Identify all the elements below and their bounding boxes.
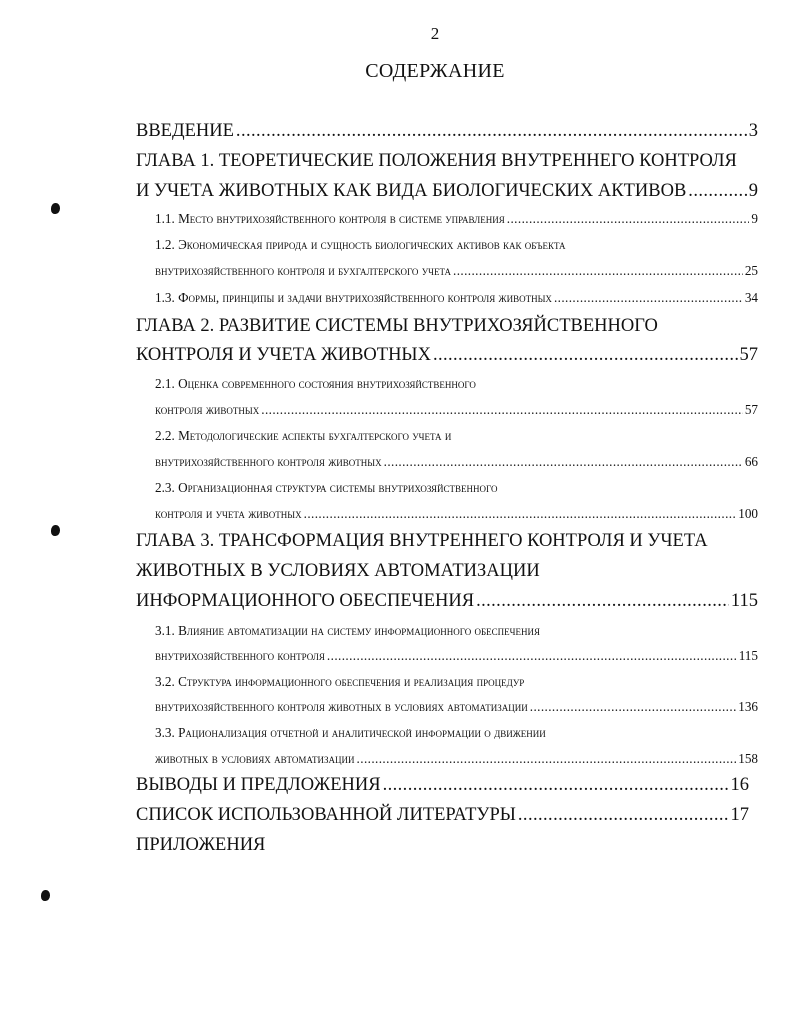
toc-entry-label: 3.2. Структура информационного обеспечения и реализация процедур [155, 674, 525, 689]
toc-entry-label: ВВЕДЕНИЕ [136, 121, 234, 141]
toc-page-number: 158 [738, 751, 758, 766]
toc-page-number: 3 [748, 121, 758, 141]
toc-page-number: 115 [730, 591, 758, 611]
dot-leader [518, 805, 729, 826]
toc-entry-section-3-2-line-1[interactable] [155, 674, 758, 690]
toc-page-number: 34 [744, 290, 758, 305]
binder-hole-mark [51, 203, 60, 214]
dot-leader [530, 699, 736, 715]
dot-leader [383, 775, 729, 796]
toc-entry-chapter-3[interactable] [136, 591, 758, 612]
toc-entry-appendices[interactable] [136, 835, 758, 856]
toc-entry-section-3-1-line-1[interactable] [155, 623, 758, 639]
dot-leader [384, 454, 743, 470]
toc-entry-label: 3.1. Влияние автоматизации на систему информационного обеспечения [155, 623, 541, 638]
toc-entry-conclusions[interactable] [136, 775, 749, 796]
toc-page-number: 136 [738, 699, 758, 714]
toc-entry-section-3-1[interactable] [155, 648, 758, 664]
dot-leader [304, 506, 737, 522]
toc-entry-label: ГЛАВА 2. РАЗВИТИЕ СИСТЕМЫ ВНУТРИХОЗЯЙСТВЕННОГО [136, 316, 658, 336]
page-title: СОДЕРЖАНИЕ [365, 60, 505, 82]
toc-entry-label: внутрихозяйственного контроля животных в условиях автоматизации [155, 699, 528, 714]
toc-page-number: 25 [744, 263, 758, 278]
dot-leader [507, 211, 750, 227]
toc-entry-section-2-1-line-1[interactable] [155, 376, 758, 392]
toc-entry-chapter-1[interactable] [136, 181, 758, 202]
toc-entry-chapter-3-line-2[interactable] [136, 561, 758, 582]
toc-entry-label: ГЛАВА 3. ТРАНСФОРМАЦИЯ ВНУТРЕННЕГО КОНТРОЛЯ И УЧЕТА [136, 531, 708, 551]
toc-entry-section-1-3[interactable] [155, 290, 758, 306]
page-number: 2 [430, 24, 440, 43]
toc-page-number: 57 [739, 345, 758, 365]
toc-entry-label: И УЧЕТА ЖИВОТНЫХ КАК ВИДА БИОЛОГИЧЕСКИХ АКТИВОВ [136, 181, 687, 201]
toc-entry-section-2-3[interactable] [155, 506, 758, 522]
toc-entry-introduction[interactable] [136, 121, 758, 142]
toc-entry-section-1-2[interactable] [155, 263, 758, 279]
toc-entry-section-2-2[interactable] [155, 454, 758, 470]
toc-entry-section-3-3[interactable] [155, 751, 758, 767]
toc-page-number: 115 [738, 648, 758, 663]
toc-entry-references[interactable] [136, 805, 749, 826]
toc-entry-chapter-1-line-1[interactable] [136, 151, 758, 172]
toc-entry-label: ВЫВОДЫ И ПРЕДЛОЖЕНИЯ [136, 775, 381, 795]
toc-page-number: 17 [730, 805, 749, 825]
binder-hole-mark [41, 890, 50, 901]
toc-entry-label: 1.1. Место внутрихозяйственного контроля в системе управления [155, 211, 505, 226]
toc-entry-section-1-1[interactable] [155, 211, 758, 227]
toc-page-number: 16 [730, 775, 749, 795]
toc-entry-section-2-1[interactable] [155, 402, 758, 418]
toc-entry-label: ПРИЛОЖЕНИЯ [136, 835, 266, 855]
toc-entry-chapter-2-line-1[interactable] [136, 316, 758, 337]
toc-entry-label: 1.3. Формы, принципы и задачи внутрихозяйственного контроля животных [155, 290, 552, 305]
dot-leader [327, 648, 737, 664]
toc-entry-label: 1.2. Экономическая природа и сущность биологических активов как объекта [155, 237, 566, 252]
binder-hole-mark [51, 525, 60, 536]
dot-leader [476, 591, 729, 612]
toc-entry-label: 3.3. Рационализация отчетной и аналитической информации о движении [155, 725, 546, 740]
dot-leader [554, 290, 743, 306]
dot-leader [357, 751, 737, 767]
toc-entry-chapter-2[interactable] [136, 345, 758, 366]
dot-leader [433, 345, 738, 366]
toc-page-number: 100 [738, 506, 758, 521]
toc-entry-label: 2.1. Оценка современного состояния внутрихозяйственного [155, 376, 476, 391]
dot-leader [261, 402, 743, 418]
toc-entry-label: внутрихозяйственного контроля [155, 648, 325, 663]
toc-entry-label: животных в условиях автоматизации [155, 751, 355, 766]
toc-entry-label: контроля и учета животных [155, 506, 302, 521]
toc-entry-label: 2.2. Методологические аспекты бухгалтерского учета и [155, 428, 452, 443]
toc-page-number: 9 [751, 211, 758, 226]
toc-page-number: 57 [744, 402, 758, 417]
toc-entry-label: ГЛАВА 1. ТЕОРЕТИЧЕСКИЕ ПОЛОЖЕНИЯ ВНУТРЕННЕГО КОНТРОЛЯ [136, 151, 737, 171]
toc-entry-section-2-2-line-1[interactable] [155, 428, 758, 444]
toc-entry-label: ИНФОРМАЦИОННОГО ОБЕСПЕЧЕНИЯ [136, 591, 475, 611]
dot-leader [236, 121, 747, 142]
toc-entry-label: КОНТРОЛЯ И УЧЕТА ЖИВОТНЫХ [136, 345, 431, 365]
toc-entry-section-2-3-line-1[interactable] [155, 480, 758, 496]
toc-entry-label: контроля животных [155, 402, 260, 417]
toc-entry-label: СПИСОК ИСПОЛЬЗОВАННОЙ ЛИТЕРАТУРЫ [136, 805, 516, 825]
toc-entry-label: внутрихозяйственного контроля животных [155, 454, 382, 469]
toc-entry-section-3-2[interactable] [155, 699, 758, 715]
toc-entry-chapter-3-line-1[interactable] [136, 531, 758, 552]
toc-page-number: 66 [744, 454, 758, 469]
dot-leader [453, 263, 743, 279]
toc-page-number: 9 [748, 181, 758, 201]
toc-entry-label: ЖИВОТНЫХ В УСЛОВИЯХ АВТОМАТИЗАЦИИ [136, 561, 540, 581]
toc-entry-section-3-3-line-1[interactable] [155, 725, 758, 741]
toc-entry-label: 2.3. Организационная структура системы внутрихозяйственного [155, 480, 498, 495]
toc-entry-section-1-2-line-1[interactable] [155, 237, 758, 253]
toc-entry-label: внутрихозяйственного контроля и бухгалтерского учета [155, 263, 451, 278]
dot-leader [688, 181, 746, 202]
